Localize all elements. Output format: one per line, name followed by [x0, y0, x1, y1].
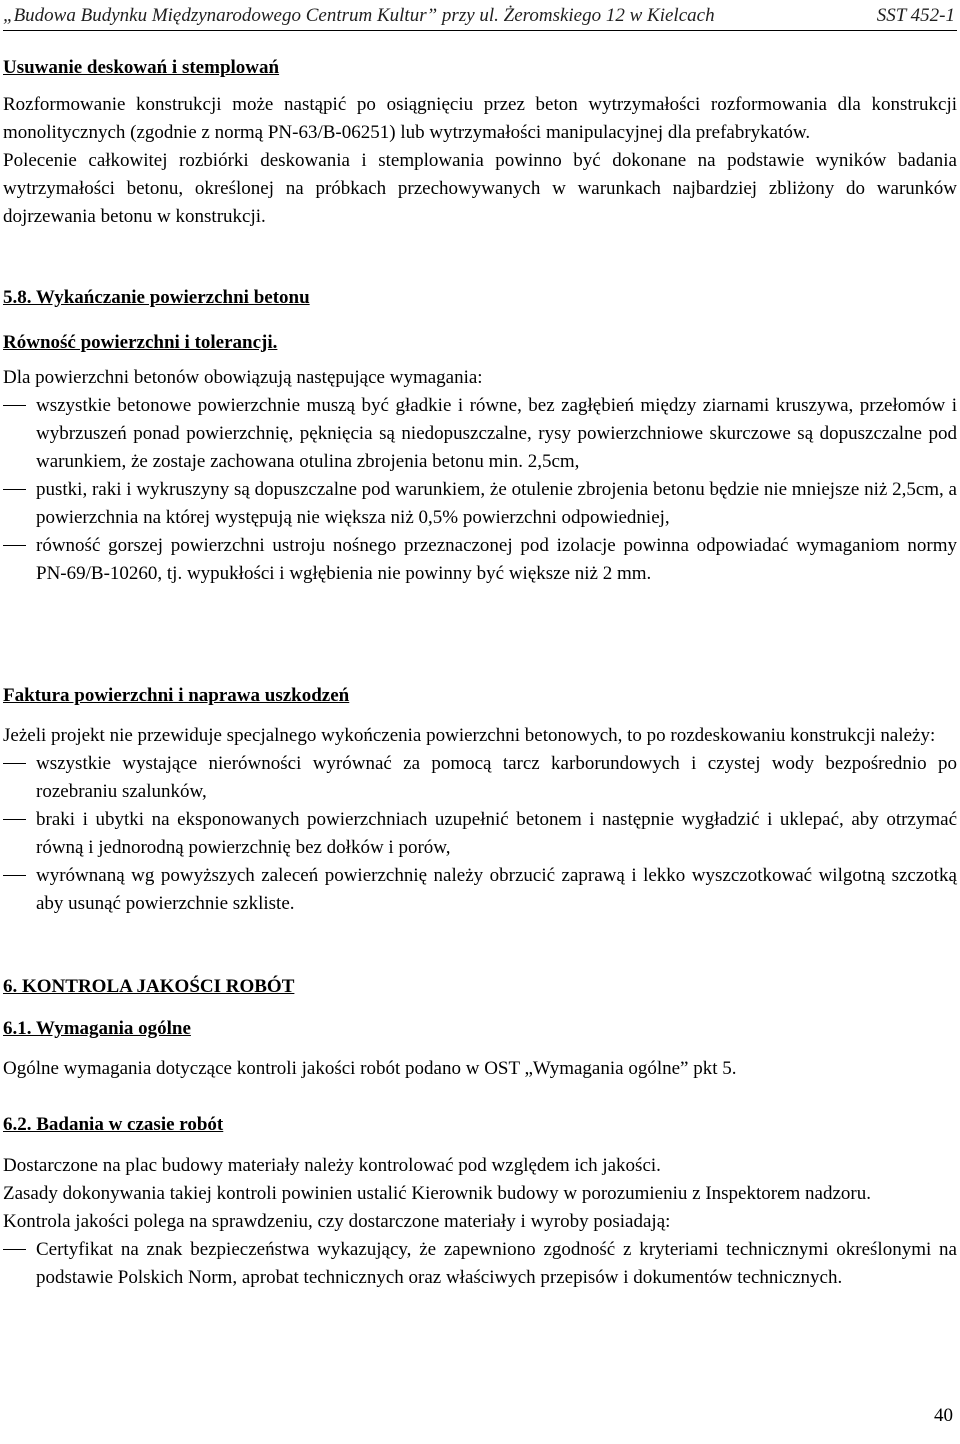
dash-bullet-icon [3, 875, 26, 876]
section-tests-during-works [3, 1111, 957, 1139]
list-item [3, 532, 957, 588]
repair-list [3, 750, 957, 918]
header-code: SST 452-1 [876, 5, 955, 26]
paragraph: Dostarczone na plac budowy materiały należy kontrolować pod względem ich jakości. [3, 1155, 661, 1176]
section-heading: Usuwanie deskowań i stemplowań [3, 57, 280, 78]
subsection-heading: 6.2. Badania w czasie robót [3, 1114, 224, 1135]
list-item-text: pustki, raki i wykruszyny są dopuszczalne pod warunkiem, że otulenie zbrojenia betonu będzie nie mniejsze niż 2,5cm, a powierzchnia na której występują nie większa niż 0,5% powierzchni odpowiedniej, [36, 479, 957, 528]
list-item [3, 750, 957, 806]
section-formwork-text [3, 91, 957, 231]
section-general-requirements [3, 1015, 957, 1043]
section-heading: 5.8. Wykańczanie powierzchni betonu [3, 287, 310, 308]
paragraph: Polecenie całkowitej rozbiórki deskowania i stemplowania powinno być dokonane na podstawie wyników badania wytrzymałości betonu, określonej na próbkach przechowywanych w warunkach najbardziej zbliżony do warunków dojrzewania betonu w konstrukcji. [3, 150, 957, 227]
section-tests-text [3, 1152, 957, 1292]
dash-bullet-icon [3, 763, 26, 764]
list-item [3, 1236, 957, 1292]
section-general-text [3, 1055, 957, 1083]
header-title: „Budowa Budynku Międzynarodowego Centrum Kultur” przy ul. Żeromskiego 12 w Kielcach [3, 5, 715, 26]
section-formwork-removal [3, 54, 957, 82]
section-texture-repair [3, 682, 957, 710]
paragraph: Zasady dokonywania takiej kontroli powinien ustalić Kierownik budowy w porozumieniu z Inspektorem nadzoru. [3, 1183, 871, 1204]
list-item-text: wszystkie wystające nierówności wyrównać za pomocą tarcz karborundowych i czystej wody bezpośrednio po rozebraniu szalunków, [36, 753, 957, 802]
page-number: 40 [934, 1405, 953, 1426]
paragraph: Rozformowanie konstrukcji może nastąpić po osiągnięciu przez beton wytrzymałości rozformowania dla konstrukcji monolitycznych (zgodnie z normą PN-63/B-06251) lub wytrzymałości manipulacyjnej dla prefabrykatów. [3, 94, 957, 143]
section-flatness [3, 329, 957, 357]
section-quality-control [3, 973, 957, 1001]
page-header [3, 2, 957, 31]
dash-bullet-icon [3, 819, 26, 820]
section-flatness-text [3, 364, 957, 588]
list-item-text: wszystkie betonowe powierzchnie muszą być gładkie i równe, bez zagłębień między ziarnami kruszywa, przełomów i wybrzuszeń ponad powierzchnię, pęknięcia są niedopuszczalne, rysy powierzchniowe skurczowe są dopuszczalne pod warunkiem, że zostaje zachowana otulina zbrojenia betonu min. 2,5cm, [36, 395, 957, 472]
paragraph: Jeżeli projekt nie przewiduje specjalnego wykończenia powierzchni betonowych, to po rozdeskowaniu konstrukcji należy: [3, 725, 936, 746]
list-item [3, 476, 957, 532]
chapter-heading: 6. KONTROLA JAKOŚCI ROBÓT [3, 976, 295, 997]
list-item [3, 806, 957, 862]
list-item-text: wyrównaną wg powyższych zaleceń powierzchnię należy obrzucić zaprawą i lekko wyszczotkować wilgotną szczotką aby usunąć powierzchnie szkliste. [36, 865, 957, 914]
list-item [3, 862, 957, 918]
list-item-text: braki i ubytki na eksponowanych powierzchniach uzupełnić betonem i następnie wygładzić i uklepać, aby otrzymać równą i jednorodną powierzchnię bez dołków i porów, [36, 809, 957, 858]
list-item [3, 392, 957, 476]
subsection-heading: Równość powierzchni i tolerancji. [3, 332, 278, 353]
paragraph: Ogólne wymagania dotyczące kontroli jakości robót podano w OST „Wymagania ogólne” pkt 5. [3, 1058, 737, 1079]
certificate-list [3, 1236, 957, 1292]
section-heading: Faktura powierzchni i naprawa uszkodzeń [3, 685, 350, 706]
list-item-text: Certyfikat na znak bezpieczeństwa wykazujący, że zapewniono zgodność z kryteriami technicznymi określonymi na podstawie Polskich Norm, aprobat technicznych oraz właściwych przepisów i dokumentów technicznych. [36, 1239, 957, 1288]
paragraph: Dla powierzchni betonów obowiązują następujące wymagania: [3, 367, 483, 388]
subsection-heading: 6.1. Wymagania ogólne [3, 1018, 191, 1039]
dash-bullet-icon [3, 545, 26, 546]
dash-bullet-icon [3, 1249, 26, 1250]
list-item-text: równość gorszej powierzchni ustroju nośnego przeznaczonej pod izolacje powinna odpowiadać wymaganiom normy PN-69/B-10260, tj. wypukłości i wgłębienia nie powinny być większe niż 2 mm. [36, 535, 957, 584]
dash-bullet-icon [3, 489, 26, 490]
dash-bullet-icon [3, 405, 26, 406]
requirements-list [3, 392, 957, 588]
section-surface-finishing [3, 284, 957, 312]
section-texture-text [3, 722, 957, 918]
paragraph: Kontrola jakości polega na sprawdzeniu, czy dostarczone materiały i wyroby posiadają: [3, 1211, 671, 1232]
